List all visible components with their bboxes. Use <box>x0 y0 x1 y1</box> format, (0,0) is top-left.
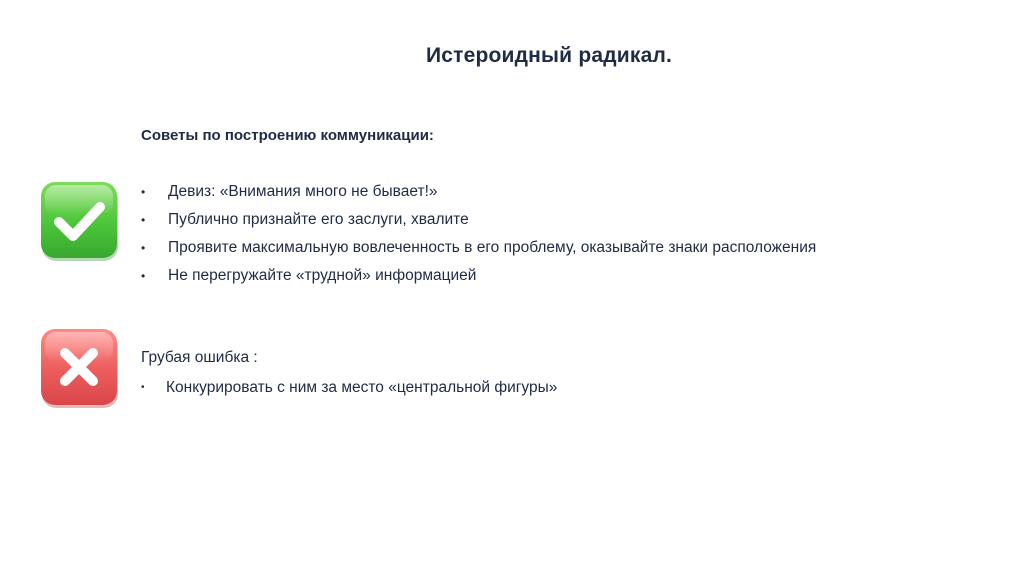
bullet-icon: • <box>141 185 146 199</box>
error-list <box>141 374 557 402</box>
bullet-icon: • <box>141 269 146 283</box>
advice-item-text: Девиз: «Внимания много не бывает!» <box>168 183 438 200</box>
check-mark-icon <box>40 181 120 261</box>
error-item <box>141 374 557 402</box>
bullet-icon: • <box>141 213 146 227</box>
bullet-icon: • <box>141 241 146 255</box>
advice-item <box>141 262 816 290</box>
slide-title: Истероидный радикал. <box>425 44 673 67</box>
advice-list <box>141 178 816 290</box>
advice-item <box>141 178 816 206</box>
advice-item <box>141 234 816 262</box>
bullet-icon: • <box>141 382 145 393</box>
advice-item-text: Проявите максимальную вовлеченность в его проблему, оказывайте знаки расположения <box>168 239 817 256</box>
advice-item-text: Не перегружайте «трудной» информацией <box>168 267 477 284</box>
error-item-text: Конкурировать с ним за место «центральной фигуры» <box>166 379 558 396</box>
advice-subtitle: Советы по построению коммуникации: <box>141 127 434 144</box>
advice-item <box>141 206 816 234</box>
advice-item-text: Публично признайте его заслуги, хвалите <box>168 211 469 228</box>
cross-mark-icon <box>40 328 120 408</box>
error-heading: Грубая ошибка : <box>141 349 258 366</box>
